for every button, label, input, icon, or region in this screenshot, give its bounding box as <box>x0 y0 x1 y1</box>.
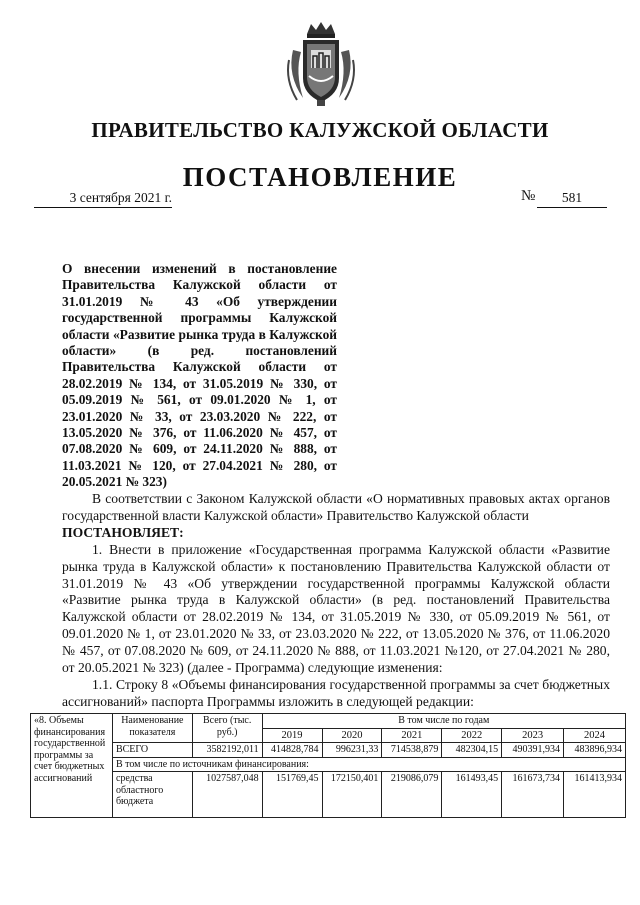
header-total: Всего (тыс. руб.) <box>192 714 262 743</box>
header-indicator-name: Наименование показателя <box>112 714 192 743</box>
year-cell: 490391,934 <box>502 743 564 758</box>
document-subject: О внесении изменений в постановление Правительства Калужской области от 31.01.2019 № 43 «Об утверждении государственной программы Калужской области «Развитие рынка труда в Калужской области» (в ред. постановлений Правительства Калужской области от 28.02.2019 № 134, от 31.05.2019 № 330, от 05.09.2019 № 561, от 09.01.2020 № 1, от 23.01.2020 № 33, от 23.03.2020 № 222, от 13.05.2020 № 376, от 11.06.2020 № 457, от 07.08.2020 № 609, от 24.11.2020 № 888, от 11.03.2021 № 120, от 27.04.2021 № 280, от 20.05.2021 № 323) <box>62 261 337 490</box>
year-cell: 161673,734 <box>502 772 564 818</box>
document-type-heading: ПОСТАНОВЛЕНИЕ <box>182 162 458 192</box>
year-cell: 414828,784 <box>262 743 322 758</box>
preamble-paragraph <box>62 491 610 525</box>
year-cell: 714538,879 <box>382 743 442 758</box>
year-cell: 483896,934 <box>564 743 626 758</box>
item-1-1-paragraph: 1.1. Строку 8 «Объемы финансирования государственной программы за счет бюджетных ассигнований» паспорта Программы изложить в следующей редакции: <box>62 676 610 709</box>
table-row-regional <box>31 772 626 818</box>
header-year: 2022 <box>442 728 502 743</box>
header-year: 2019 <box>262 728 322 743</box>
coat-of-arms-emblem <box>283 20 359 108</box>
total-cell: 3582192,011 <box>192 743 262 758</box>
document-number: 581 <box>537 190 607 208</box>
header-year: 2023 <box>502 728 564 743</box>
year-cell: 151769,45 <box>262 772 322 818</box>
table-row-total <box>31 743 626 758</box>
regional-row-label: средства областного бюджета <box>112 772 192 818</box>
total-row-label: ВСЕГО <box>112 743 192 758</box>
year-cell: 161413,934 <box>564 772 626 818</box>
year-cell: 482304,15 <box>442 743 502 758</box>
year-cell: 172150,401 <box>322 772 382 818</box>
funding-row-label: «8. Объемы финансирования государственной программы за счет бюджетных ассигнований <box>31 714 113 818</box>
document-number-label: № <box>521 188 536 204</box>
year-cell: 219086,079 <box>382 772 442 818</box>
resolves-heading: ПОСТАНОВЛЯЕТ: <box>62 524 184 540</box>
document-date: 3 сентября 2021 г. <box>34 190 172 208</box>
header-year: 2020 <box>322 728 382 743</box>
header-years-group: В том числе по годам <box>262 714 625 729</box>
total-cell: 1027587,048 <box>192 772 262 818</box>
sources-label: В том числе по источникам финансирования: <box>112 757 625 772</box>
preamble-text: В соответствии с Законом Калужской области «О нормативных правовых актах органов государственной власти Калужской области» Правительство Калужской области <box>62 491 610 523</box>
organization-title: ПРАВИТЕЛЬСТВО КАЛУЖСКОЙ ОБЛАСТИ <box>91 118 549 142</box>
header-year: 2024 <box>564 728 626 743</box>
year-cell: 996231,33 <box>322 743 382 758</box>
year-cell: 161493,45 <box>442 772 502 818</box>
document-body <box>62 491 610 711</box>
item-1-paragraph: 1. Внести в приложение «Государственная программа Калужской области «Развитие рынка труда в Калужской области» к постановлению Правительства Калужской области от 31.01.2019 № 43 «Об утверждении государственной программы Калужской области «Развитие рынка труда в Калужской области» (в ред. постановлений Правительства Калужской области от 28.02.2019 № 134, от 31.05.2019 № 330, от 05.09.2019 № 561, от 09.01.2020 № 1, от 23.01.2020 № 33, от 23.03.2020 № 222, от 13.05.2020 № 376, от 11.06.2020 № 457, от 07.08.2020 № 609, от 24.11.2020 № 888, от 11.03.2021 №120, от 27.04.2021 № 280, от 20.05.2021 № 323) (далее - Программа) следующие изменения: <box>62 541 610 676</box>
header-year: 2021 <box>382 728 442 743</box>
funding-table <box>30 713 626 818</box>
